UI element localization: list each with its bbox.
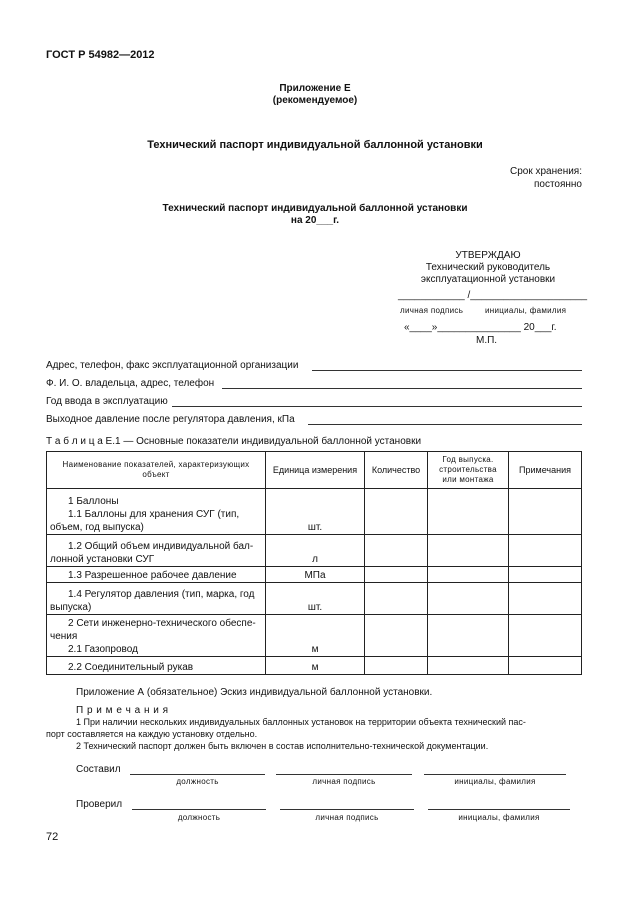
row-name-line: 1.1 Баллоны для хранения СУГ (тип, [68,509,240,520]
approve-position: Технический руководитель [425,262,551,273]
checked-signature-caption: личная подпись [315,813,379,822]
checked-label: Проверил [76,799,123,810]
field-address-line[interactable] [312,370,582,371]
row-year[interactable] [428,615,509,657]
field-owner-line[interactable] [222,388,582,389]
row-name [47,535,266,567]
checked-name-line[interactable] [428,809,570,810]
row-quantity[interactable] [365,583,428,615]
field-year-label: Год ввода в эксплуатацию [46,396,168,407]
row-name-line: 2.2 Соединительный рукав [68,662,194,673]
storage-label: Срок хранения: [509,166,582,177]
table-header-row [47,452,582,489]
table-caption: Т а б л и ц а Е.1 — Основные показатели индивидуальной баллонной установки [46,436,422,447]
row-notes[interactable] [509,583,582,615]
table-row [47,567,582,583]
row-unit: л [266,535,365,567]
field-pressure-label: Выходное давление после регулятора давления, кПа [46,414,295,425]
approve-signature-label: личная подпись [400,306,464,315]
checked-signature-line[interactable] [280,809,414,810]
row-quantity[interactable] [365,657,428,675]
compiled-signature-line[interactable] [276,774,412,775]
compiled-signature-caption: личная подпись [312,777,376,786]
attachment-note: Приложение А (обязательное) Эскиз индивидуальной баллонной установки. [76,687,433,698]
row-name-line: 1.4 Регулятор давления (тип, марка, год [68,589,255,600]
header-unit: Единица измерения [266,452,365,489]
row-notes[interactable] [509,535,582,567]
header-quantity: Количество [365,452,428,489]
row-unit: шт. [266,583,365,615]
approve-organization: эксплуатационной установки [420,274,556,285]
approve-name-label: инициалы, фамилия [485,306,567,315]
row-notes[interactable] [509,615,582,657]
row-name [47,615,266,657]
row-name [47,583,266,615]
row-notes[interactable] [509,489,582,535]
appendix-title: Приложение Е [279,83,351,94]
row-name-line: чения [50,631,78,642]
row-year[interactable] [428,567,509,583]
row-quantity[interactable] [365,489,428,535]
row-year[interactable] [428,489,509,535]
row-year[interactable] [428,583,509,615]
field-owner-label: Ф. И. О. владельца, адрес, телефон [46,378,215,389]
row-name [47,657,266,675]
row-year[interactable] [428,657,509,675]
form-year: на 20___г. [290,215,340,226]
row-name-line: 1 Баллоны [68,496,119,507]
row-name [47,489,266,535]
row-name-line: объем, год выпуска) [50,522,144,533]
table-row [47,615,582,657]
row-name-line: 2 Сети инженерно-технического обеспе- [68,618,256,629]
row-name-line: лонной установки СУГ [50,554,155,565]
approve-date-row: «____»_______________ 20___г. [404,322,557,333]
row-unit: м [266,657,365,675]
compiled-name-caption: инициалы, фамилия [454,777,536,786]
field-year-line[interactable] [172,406,582,407]
row-quantity[interactable] [365,615,428,657]
note-1-line-1: 1 При наличии нескольких индивидуальных баллонных установок на территории объекта технический пас- [76,717,526,727]
approve-title: УТВЕРЖДАЮ [455,250,521,261]
approve-signature-row: ____________ /_____________________ [398,290,588,301]
row-unit: МПа [266,567,365,583]
row-name [47,567,266,583]
table-row [47,489,582,535]
gost-header: ГОСТ Р 54982—2012 [46,49,155,61]
document-title: Технический паспорт индивидуальной баллонной установки [147,139,483,151]
note-1-line-2: порт составляется на каждую установку отдельно. [46,729,258,739]
row-notes[interactable] [509,567,582,583]
row-unit: м [266,615,365,657]
header-name: Наименование показателей, характеризующих объект [47,452,266,489]
storage-value: постоянно [533,179,582,190]
compiled-position-caption: должность [176,777,219,786]
checked-name-caption: инициалы, фамилия [458,813,540,822]
form-title: Технический паспорт индивидуальной баллонной установки [162,203,468,214]
field-address-label: Адрес, телефон, факс эксплуатационной организации [46,360,299,371]
row-quantity[interactable] [365,535,428,567]
header-year: Год выпуска. строительства или монтажа [428,452,509,489]
row-name-line: 1.2 Общий объем индивидуальной бал- [68,541,254,552]
table-row [47,583,582,615]
compiled-position-line[interactable] [130,774,265,775]
approve-seal: М.П. [476,335,498,346]
row-quantity[interactable] [365,567,428,583]
page-number: 72 [46,831,59,843]
table-row [47,535,582,567]
table-row [47,657,582,675]
note-2: 2 Технический паспорт должен быть включен в состав исполнительно-технической документации. [76,741,489,751]
field-pressure-line[interactable] [308,424,582,425]
compiled-label: Составил [76,764,121,775]
appendix-subtitle: (рекомендуемое) [272,95,358,106]
header-notes: Примечания [509,452,582,489]
row-name-line: 2.1 Газопровод [68,644,138,655]
notes-title: П р и м е ч а н и я [76,705,169,716]
checked-position-caption: должность [177,813,221,822]
compiled-name-line[interactable] [424,774,566,775]
indicators-table [46,451,582,675]
row-name-line: выпуска) [50,602,92,613]
row-year[interactable] [428,535,509,567]
checked-position-line[interactable] [132,809,266,810]
row-name-line: 1.3 Разрешенное рабочее давление [68,570,237,581]
row-notes[interactable] [509,657,582,675]
row-unit: шт. [266,489,365,535]
